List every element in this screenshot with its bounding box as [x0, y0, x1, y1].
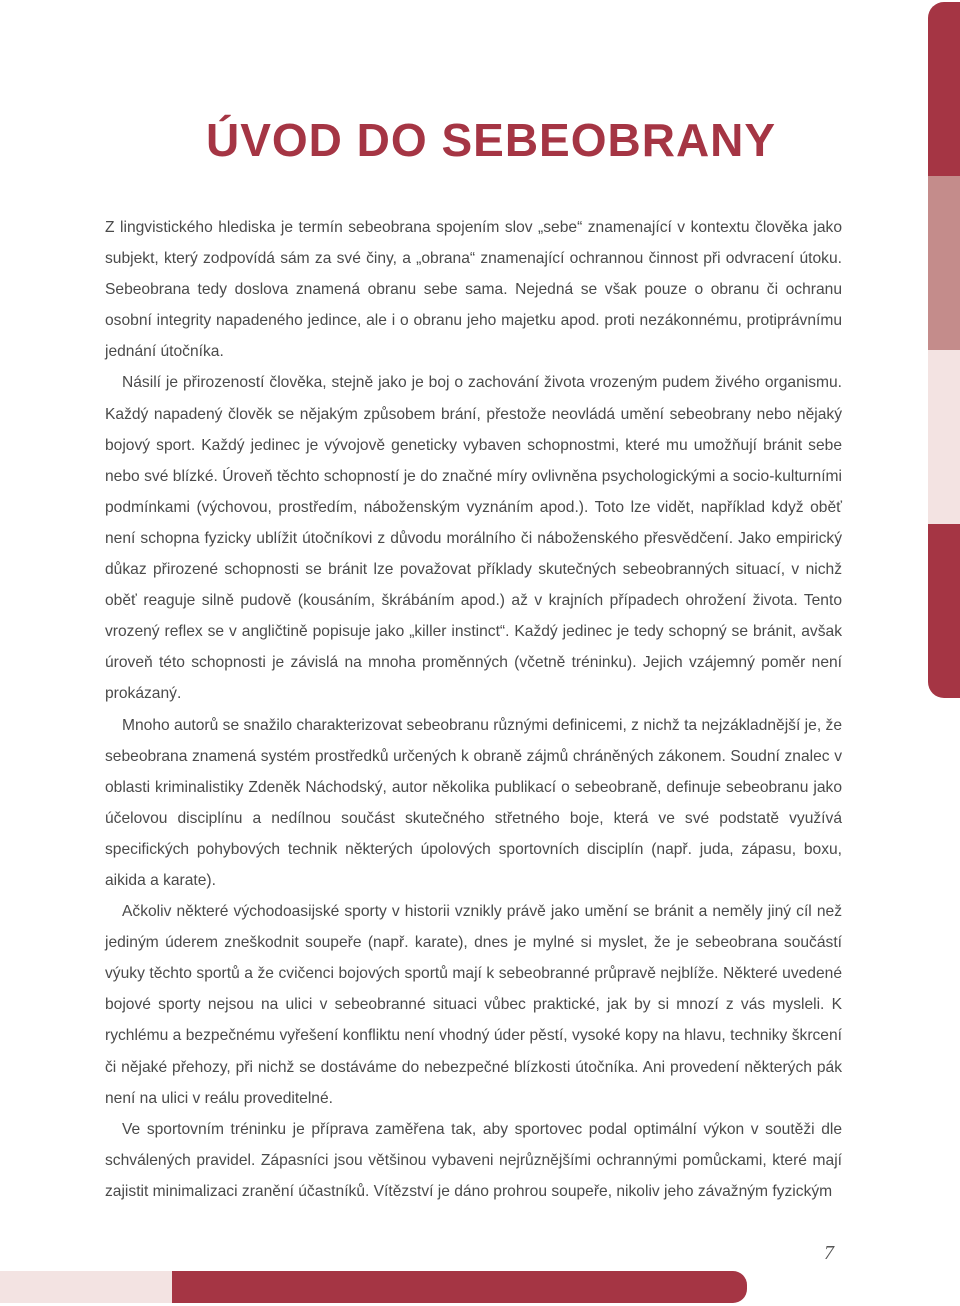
- side-tab-decoration: [928, 350, 960, 524]
- footer-bar-decoration: [172, 1271, 747, 1303]
- body-text: [105, 212, 842, 1207]
- footer-bar-decoration: [0, 1271, 172, 1303]
- page-number: 7: [824, 1242, 834, 1264]
- side-tab-decoration: [928, 2, 960, 176]
- paragraph: Z lingvistického hlediska je termín sebeobrana spojením slov „sebe“ znamenající v kontextu člověka jako subjekt, který zodpovídá sám za své činy, a „obrana“ znamenající ochrannou činnost při odvracení útoku. Sebeobrana tedy doslova znamená obranu sebe sama. Nejedná se však pouze o obranu či ochranu osobní integrity napadeného jedince, ale i o obranu jeho majetku apod. proti nezákonnému, protiprávnímu jednání útočníka.: [105, 219, 842, 361]
- page-title: ÚVOD DO SEBEOBRANY: [206, 114, 777, 166]
- paragraph: Ve sportovním tréninku je příprava zaměřena tak, aby sportovec podal optimální výkon v soutěži dle schválených pravidel. Zápasníci jsou většinou vybaveni nejrůznějšími ochrannými pomůckami, které mají zajistit minimalizaci zranění účastníků. Vítězství je dáno prohrou soupeře, nikoliv jeho závažným fyzickým: [105, 1120, 842, 1200]
- side-tab-decoration: [928, 176, 960, 350]
- paragraph: Mnoho autorů se snažilo charakterizovat sebeobranu různými definicemi, z nichž ta nejzákladnější je, že sebeobrana znamená systém prostředků určených k obraně zájmů chráněných zákonem. Soudní znalec v oblasti kriminalistiky Zdeněk Náchodský, autor několika publikací o sebeobraně, definuje sebeobranu jako účelovou disciplínu a nedílnou součást skutečného střetného boje, která ve své podstatě využívá specifických pohybových technik některých úpolových sportovních disciplín (např. juda, zápasu, boxu, aikida a karate).: [105, 716, 842, 889]
- side-tab-decoration: [928, 524, 960, 698]
- paragraph: Ačkoliv některé východoasijské sporty v historii vznikly právě jako umění se bránit a neměly jiný cíl než jediným úderem zneškodnit soupeře (např. karate), dnes je mylné si myslet, že je sebeobrana součástí výuky těchto sportů a že cvičenci bojových sportů mají k sebeobranné průpravě nejblíže. Některé uvedené bojové sporty nejsou na ulici v sebeobranné situaci vůbec praktické, jak by si mnozí z vás mysleli. K rychlému a bezpečnému vyřešení konfliktu není vhodný úder pěstí, vysoké kopy na hlavu, techniky škrcení či nějaké přehozy, při nichž se dostáváme do nebezpečné blízkosti útočníka. Ani provedení některých pák není na ulici v reálu proveditelné.: [105, 903, 842, 1107]
- paragraph: Násilí je přirozeností člověka, stejně jako je boj o zachování života vrozeným pudem živého organismu. Každý napadený člověk se nějakým způsobem brání, přestože neovládá umění sebeobrany nebo nějaký bojový sport. Každý jedinec je vývojově geneticky vybaven schopnostmi, které mu umožňují bránit sebe nebo své blízké. Úroveň těchto schopností je do značné míry ovlivněna psychologickými a socio-kulturními podmínkami (výchovou, prostředím, náboženským vyznáním apod.). Toto lze vidět, například když oběť není schopna fyzicky ublížit útočníkovi z důvodu morálního či náboženského přesvědčení. Jako empirický důkaz přirozené schopnosti se bránit lze považovat příklady skutečných sebeobranných situací, v nichž oběť reaguje silně pudově (kousáním, škrábáním apod.) až v krajních případech ohrožení života. Tento vrozený reflex se v angličtině popisuje jako „killer instinct“. Každý jedinec je tedy schopný se bránit, avšak úroveň této schopnosti je závislá na mnoha proměnných (včetně tréninku). Jejich vzájemný poměr není prokázaný.: [105, 374, 842, 703]
